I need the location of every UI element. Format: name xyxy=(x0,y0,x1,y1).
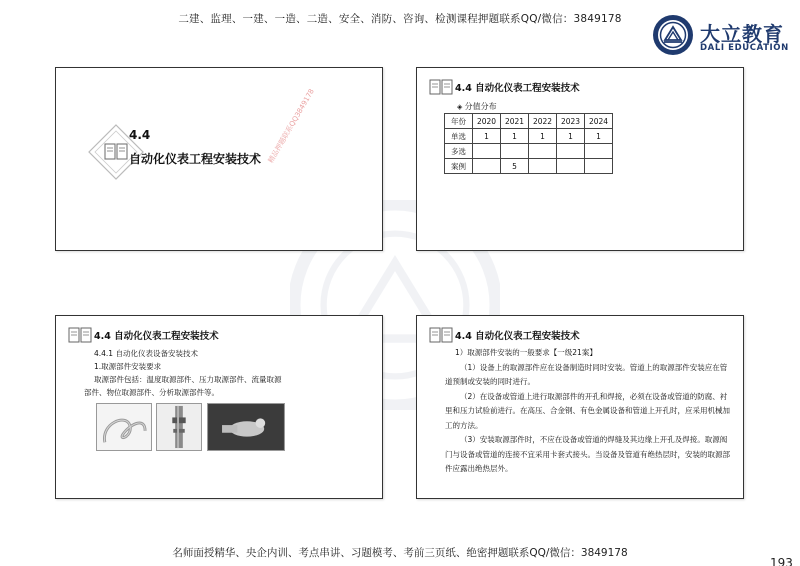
table-cell xyxy=(529,144,557,159)
section-title: 自动化仪表工程安装技术 xyxy=(129,152,262,166)
requirements-body xyxy=(445,346,733,477)
table-cell: 多选 xyxy=(445,144,473,159)
table-cell: 2020 xyxy=(473,114,501,129)
slide-title: 4.4 自动化仪表工程安装技术 xyxy=(455,83,580,94)
table-row xyxy=(445,144,613,159)
distribution-label xyxy=(457,101,497,112)
slide-title: 4.4 自动化仪表工程安装技术 xyxy=(94,331,219,342)
requirement-paragraph: （2）在设备或管道上进行取源部件的开孔和焊接，必须在设备或管道的防腐、衬里和压力试验前进行。在高压、合金钢、有色金属设备和管道上开孔时，应采用机械加工的方法。 xyxy=(445,391,730,430)
table-cell: 1 xyxy=(473,129,501,144)
table-cell: 5 xyxy=(501,159,529,174)
body-line-1: 取源部件包括：温度取源部件、压力取源部件、流量取源 xyxy=(94,375,282,384)
requirements-heading: 1）取源部件安装的一般要求【一级21案】 xyxy=(455,348,597,357)
table-cell xyxy=(557,144,585,159)
book-icon xyxy=(429,326,453,344)
slide-title: 4.4 自动化仪表工程安装技术 xyxy=(455,331,580,342)
contact-stamp: 精品押题联系QQ3849178 xyxy=(266,87,316,165)
table-row xyxy=(445,129,613,144)
dali-seal-icon xyxy=(652,14,694,56)
score-table xyxy=(444,113,613,174)
subheading: 4.4.1 自动化仪表设备安装技术 xyxy=(94,349,198,358)
photo-fitting xyxy=(207,403,285,451)
distribution-label-text: 分值分布 xyxy=(464,102,497,111)
photo-coiled-tube xyxy=(96,403,152,451)
section-number: 4.4 xyxy=(129,128,151,142)
body-line-2: 部件、物位取源部件、分析取源部件等。 xyxy=(84,388,219,397)
table-cell xyxy=(557,159,585,174)
logo-name-en: DALI EDUCATION xyxy=(700,43,789,53)
table-cell: 案例 xyxy=(445,159,473,174)
diamond-bullet-icon: ◈ xyxy=(457,103,465,111)
table-cell: 1 xyxy=(529,129,557,144)
slide-cover xyxy=(55,67,383,251)
slide-general-requirements xyxy=(416,315,744,499)
table-cell xyxy=(501,144,529,159)
page-number: 193 xyxy=(770,556,793,566)
table-cell xyxy=(473,144,501,159)
photo-sensor-probe xyxy=(156,403,202,451)
table-cell: 单选 xyxy=(445,129,473,144)
book-icon xyxy=(68,326,92,344)
table-cell: 1 xyxy=(585,129,613,144)
table-cell: 2024 xyxy=(585,114,613,129)
slide-score-distribution xyxy=(416,67,744,251)
brand-logo xyxy=(652,12,792,58)
table-cell: 1 xyxy=(501,129,529,144)
logo-name-cn: 大立教育 xyxy=(700,22,784,46)
requirement-paragraph: （1）设备上的取源部件应在设备制造时同时安装。管道上的取源部件安装应在管道预制或安装的同时进行。 xyxy=(445,362,728,386)
slide-equipment-installation xyxy=(55,315,383,499)
table-cell xyxy=(585,159,613,174)
requirement-paragraph: （3）安装取源部件时，不应在设备或管道的焊缝及其边缘上开孔及焊接。取源阀门与设备或管道的连接不宜采用卡套式接头。当设备及管道有绝热层时，安装的取源部件应露出绝热层外。 xyxy=(445,435,730,473)
table-cell: 2021 xyxy=(501,114,529,129)
page-header: 二建、监理、一建、一造、二造、安全、消防、咨询、检测课程押题联系QQ/微信：3849178 xyxy=(178,13,622,25)
table-cell xyxy=(529,159,557,174)
table-cell: 1 xyxy=(557,129,585,144)
book-icon xyxy=(429,78,453,96)
table-cell: 2022 xyxy=(529,114,557,129)
table-header-row xyxy=(445,114,613,129)
table-cell: 年份 xyxy=(445,114,473,129)
page-footer: 名师面授精华、央企内训、考点串讲、习题模考、考前三页纸、绝密押题联系QQ/微信：3849178 xyxy=(172,547,628,559)
item-heading: 1.取源部件安装要求 xyxy=(94,362,162,371)
table-cell xyxy=(585,144,613,159)
table-row xyxy=(445,159,613,174)
table-cell xyxy=(473,159,501,174)
table-cell: 2023 xyxy=(557,114,585,129)
